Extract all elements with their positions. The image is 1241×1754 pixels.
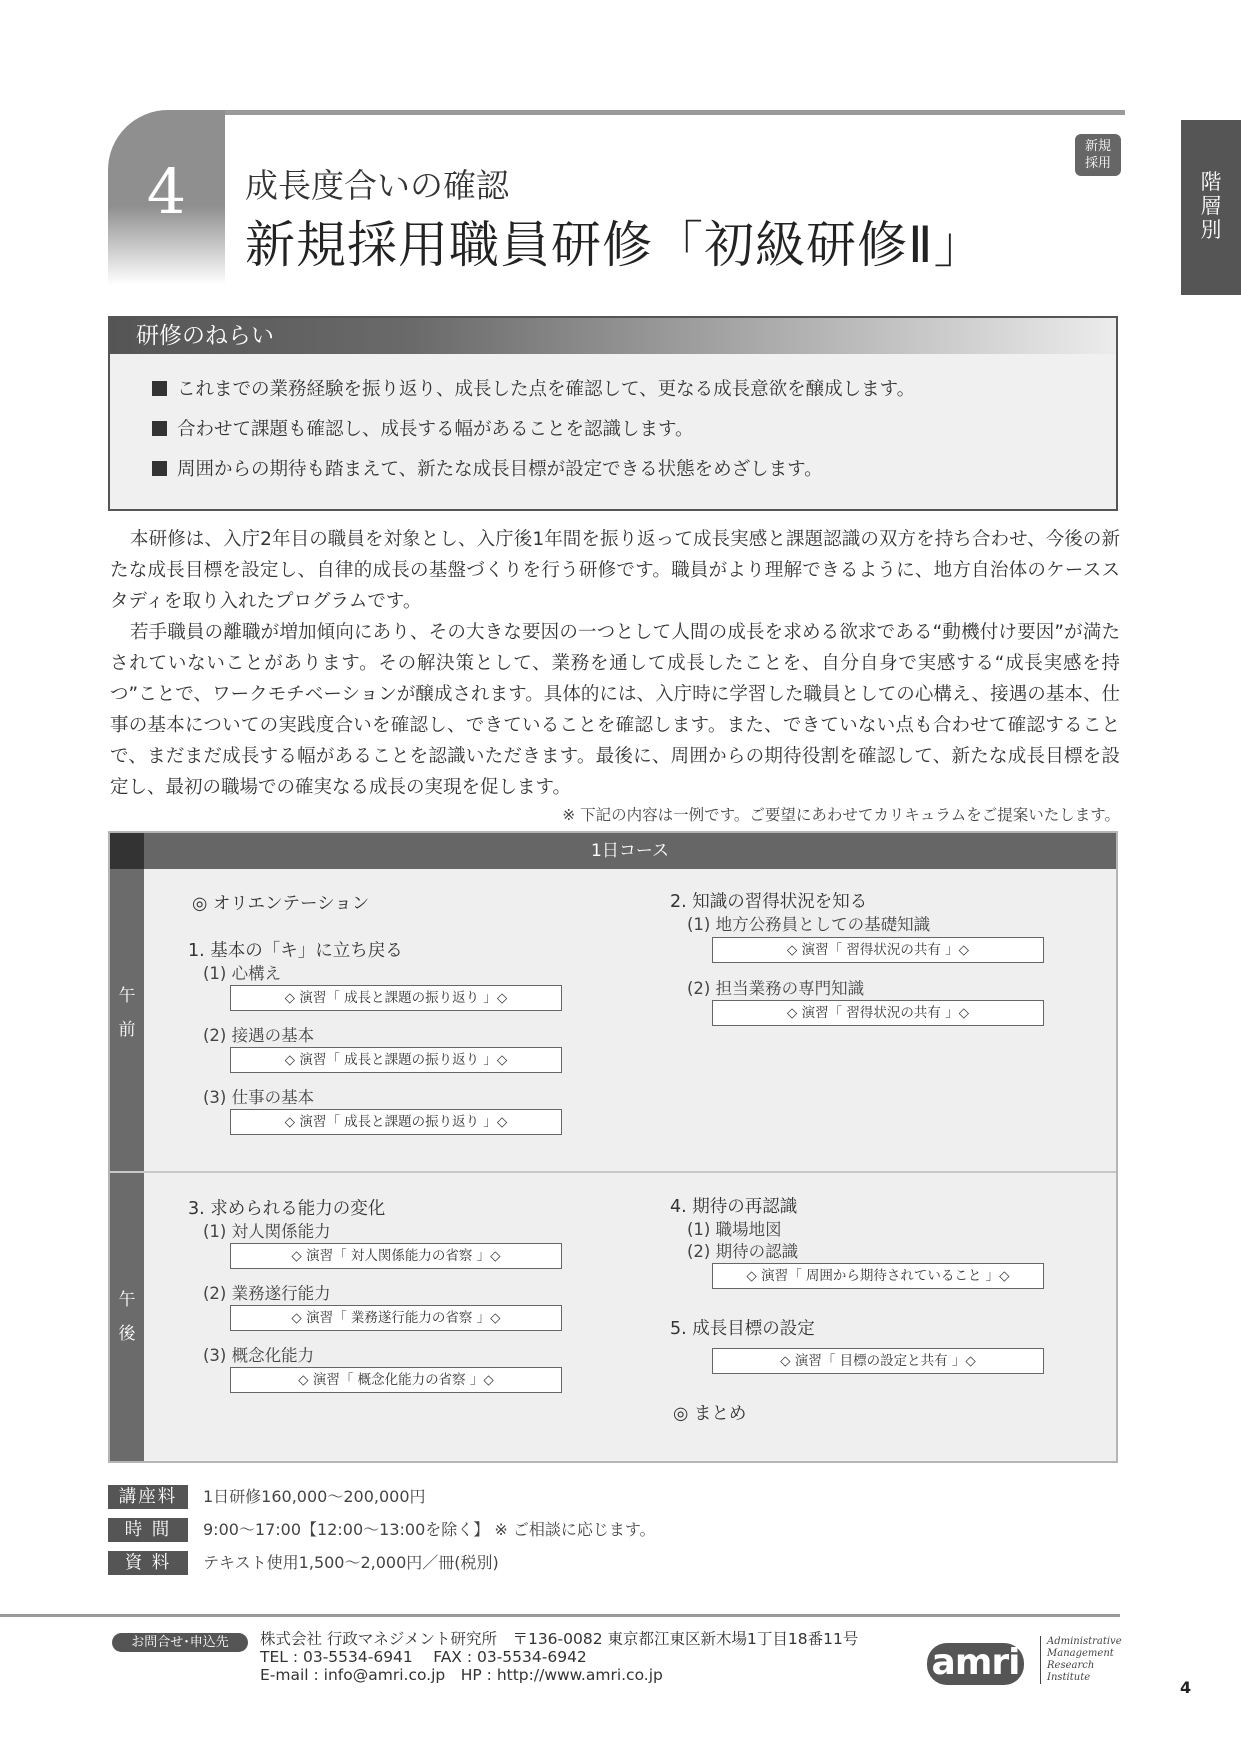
section-1-sub-3: (3) 仕事の基本 — [203, 1088, 315, 1107]
section-2-sub-2: (2) 担当業務の専門知識 — [687, 979, 865, 998]
section-4-sub-1: (1) 職場地図 — [687, 1220, 782, 1239]
time-label: 時 間 — [108, 1518, 188, 1542]
page-number: 4 — [1180, 1678, 1192, 1697]
logo-word: Research — [1047, 1660, 1095, 1671]
side-tab-char: 層 — [1200, 194, 1222, 218]
exercise-box: ◇ 演習「 目標の設定と共有 」◇ — [712, 1348, 1044, 1374]
square-bullet-icon — [152, 421, 167, 436]
exercise-box: ◇ 演習「 業務遂行能力の省察 」◇ — [230, 1305, 562, 1331]
aims-heading: 研修のねらい — [110, 318, 1116, 354]
logo-word: Administrative — [1047, 1636, 1122, 1647]
amri-logo: amri — [927, 1643, 1024, 1685]
intro-paragraph: 本研修は、入庁2年目の職員を対象とし、入庁後1年間を振り返って成長実感と課題認識の双方を持ち合わせ、今後の新たな成長目標を設定し、自律的成長の基盤づくりを行う研修です。職員がより理解できるように、地方自治体のケーススタディを取り入れたプログラムです。 — [110, 529, 1120, 612]
section-number-tab — [108, 110, 225, 285]
category-badge — [1075, 134, 1121, 176]
schedule-header — [110, 833, 1116, 869]
summary-item: ◎ まとめ — [673, 1404, 747, 1424]
curriculum-note: ※ 下記の内容は一例です。ご要望にあわせてカリキュラムをご提案いたします。 — [562, 806, 1120, 824]
label-char: 前 — [118, 1020, 136, 1040]
exercise-box: ◇ 演習「 周囲から期待されていること 」◇ — [712, 1263, 1044, 1289]
aim-text: 合わせて課題も確認し、成長する幅があることを認識します。 — [177, 419, 694, 440]
exercise-box: ◇ 演習「 習得状況の共有 」◇ — [712, 937, 1044, 963]
side-tab-char: 階 — [1200, 170, 1222, 194]
schedule-table — [108, 831, 1118, 1463]
exercise-box: ◇ 演習「 成長と課題の振り返り 」◇ — [230, 985, 562, 1011]
aims-list — [152, 378, 915, 498]
section-1-sub-1: (1) 心構え — [203, 964, 282, 983]
section-1-sub-2: (2) 接遇の基本 — [203, 1026, 315, 1045]
logo-wordmark — [1040, 1636, 1122, 1684]
section-3-sub-1: (1) 対人関係能力 — [203, 1222, 331, 1241]
section-4-sub-2: (2) 期待の認識 — [687, 1242, 799, 1261]
section-4-heading: 4. 期待の再認識 — [670, 1197, 798, 1217]
label-char: 午 — [118, 1290, 136, 1310]
exercise-box: ◇ 演習「 習得状況の共有 」◇ — [712, 1000, 1044, 1026]
side-index-tab — [1181, 120, 1241, 295]
exercise-box: ◇ 演習「 対人関係能力の省察 」◇ — [230, 1243, 562, 1269]
background-paragraph: 若手職員の離職が増加傾向にあり、その大きな要因の一つとして人間の成長を求める欲求である“動機付け要因”が満たされていないことがあります。その解決策として、業務を通して成長したことを、自分自身で実感する“成長実感を持つ”ことで、ワークモチベーションが醸成されます。具体的には、入庁時に学習した職員としての心構え、接遇の基本、仕事の基本についての実践度合いを確認し、できていることを確認します。また、できていない点も合わせて確認することで、まだまだ成長する幅があることを認識いただきます。最後に、周囲からの期待役割を確認して、新たな成長目標を設定し、最初の職場での確実なる成長の実現を促します。 — [110, 622, 1120, 798]
orientation-item: ◎ オリエンテーション — [192, 894, 370, 914]
badge-line-2: 採用 — [1084, 156, 1111, 171]
fee-value: 1日研修160,000～200,000円 — [203, 1487, 426, 1506]
square-bullet-icon — [152, 461, 167, 476]
schedule-corner — [110, 833, 144, 869]
section-2-sub-1: (1) 地方公務員としての基礎知識 — [687, 915, 931, 934]
label-char: 後 — [118, 1324, 136, 1344]
contact-label: お問合せ･申込先 — [112, 1633, 248, 1652]
section-5-heading: 5. 成長目標の設定 — [670, 1319, 815, 1339]
material-label: 資 料 — [108, 1551, 188, 1575]
section-3-heading: 3. 求められる能力の変化 — [188, 1199, 386, 1219]
label-char: 午 — [118, 986, 136, 1006]
exercise-box: ◇ 演習「 概念化能力の省察 」◇ — [230, 1367, 562, 1393]
section-2-heading: 2. 知識の習得状況を知る — [670, 892, 868, 912]
aim-text: 周囲からの期待も踏まえて、新たな成長目標が設定できる状態をめざします。 — [177, 459, 823, 480]
contact-block — [260, 1630, 858, 1684]
list-item — [152, 458, 915, 498]
aim-text: これまでの業務経験を振り返り、成長した点を確認して、更なる成長意欲を醸成します。 — [177, 379, 916, 400]
row-divider — [110, 1171, 1116, 1173]
fee-label: 講座料 — [108, 1485, 188, 1509]
section-3-sub-3: (3) 概念化能力 — [203, 1346, 315, 1365]
section-3-sub-2: (2) 業務遂行能力 — [203, 1284, 331, 1303]
course-title: 1日コース — [591, 841, 669, 861]
contact-phone: TEL : 03-5534-6941 FAX : 03-5534-6942 — [260, 1648, 587, 1666]
morning-label — [110, 869, 144, 1171]
page-subtitle: 成長度合いの確認 — [245, 166, 509, 205]
aims-box — [108, 316, 1118, 511]
contact-web[interactable]: E-mail : info@amri.co.jp HP : http://www.amri.co.jp — [260, 1666, 663, 1684]
afternoon-label — [110, 1173, 144, 1461]
side-tab-char: 別 — [1200, 218, 1222, 242]
exercise-box: ◇ 演習「 成長と課題の振り返り 」◇ — [230, 1109, 562, 1135]
page-title: 新規採用職員研修「初級研修Ⅱ」 — [245, 216, 985, 274]
square-bullet-icon — [152, 381, 167, 396]
logo-word: Management — [1047, 1648, 1114, 1659]
contact-address: 株式会社 行政マネジメント研究所 〒136-0082 東京都江東区新木場1丁目18番11号 — [260, 1630, 859, 1648]
list-item — [152, 418, 915, 458]
logo-word: Institute — [1047, 1672, 1091, 1683]
material-value: テキスト使用1,500～2,000円／冊(税別) — [203, 1553, 499, 1572]
badge-line-1: 新規 — [1084, 139, 1111, 154]
footer-rule — [0, 1614, 1120, 1617]
list-item — [152, 378, 915, 418]
section-number: 4 — [146, 155, 187, 228]
header-rule — [225, 110, 1125, 115]
time-value: 9:00～17:00【12:00～13:00を除く】 ※ ご相談に応じます。 — [203, 1520, 656, 1539]
exercise-box: ◇ 演習「 成長と課題の振り返り 」◇ — [230, 1047, 562, 1073]
section-1-heading: 1. 基本の「キ」に立ち戻る — [188, 941, 403, 961]
